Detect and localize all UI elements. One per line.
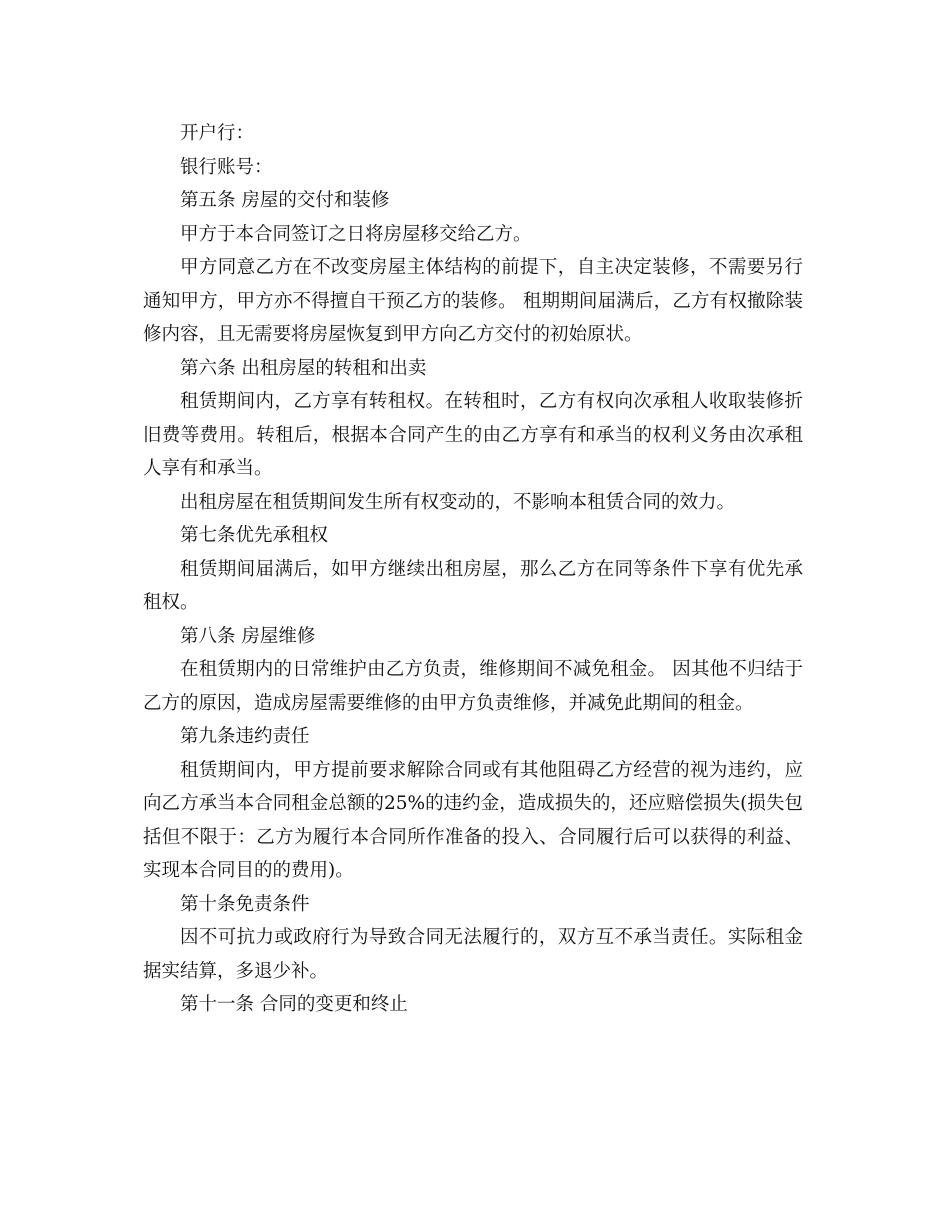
article-6-clause-2: 出租房屋在租赁期间发生所有权变动的，不影响本租赁合同的效力。 <box>180 491 736 513</box>
article-5-heading: 第五条 房屋的交付和装修 <box>180 190 390 211</box>
article-10-clause-1: 因不可抗力或政府行为导致合同无法履行的，双方互不承当责任。实际租金据实结算，多退少补。 <box>143 927 803 982</box>
article-6-clause-1: 租赁期间内，乙方享有转租权。在转租时，乙方有权向次承租人收取装修折旧费等费用。转租后，根据本合同产生的由乙方享有和承当的权利义务由次承租人享有和承当。 <box>143 391 803 479</box>
article-9-clause-1: 租赁期间内，甲方提前要求解除合同或有其他阻碍乙方经营的视为违约，应向乙方承当本合同租金总额的25%的违约金，造成损失的，还应赔偿损失(损失包括但不限于：乙方为履行本合同所作准备的投入、合同履行后可以获得的利益、实现本合同目的的费用)。 <box>143 759 803 881</box>
article-8-clause-1: 在租赁期内的日常维护由乙方负责，维修期间不减免租金。 因其他不归结于乙方的原因，造成房屋需要维修的由甲方负责维修，并减免此期间的租金。 <box>143 659 803 714</box>
article-5-clause-2: 甲方同意乙方在不改变房屋主体结构的前提下，自主决定装修，不需要另行通知甲方，甲方亦不得擅自干预乙方的装修。 租期期间届满后，乙方有权撤除装修内容，且无需要将房屋恢复到甲方向乙方交付的初始原状。 <box>143 257 803 345</box>
article-7-clause-1: 租赁期间届满后，如甲方继续出租房屋，那么乙方在同等条件下享有优先承租权。 <box>143 558 803 613</box>
article-5-clause-1: 甲方于本合同签订之日将房屋移交给乙方。 <box>180 223 532 245</box>
article-11-heading: 第十一条 合同的变更和终止 <box>180 994 408 1015</box>
bank-account-line: 银行账号： <box>180 156 273 178</box>
article-8-heading: 第八条 房屋维修 <box>180 625 316 647</box>
bank-name-line: 开户行： <box>180 123 255 144</box>
document-body <box>143 117 803 1022</box>
article-7-heading: 第七条优先承租权 <box>180 525 329 546</box>
article-10-heading: 第十条免责条件 <box>180 893 310 915</box>
article-9-heading: 第九条违约责任 <box>180 726 310 747</box>
article-6-heading: 第六条 出租房屋的转租和出卖 <box>180 357 427 379</box>
